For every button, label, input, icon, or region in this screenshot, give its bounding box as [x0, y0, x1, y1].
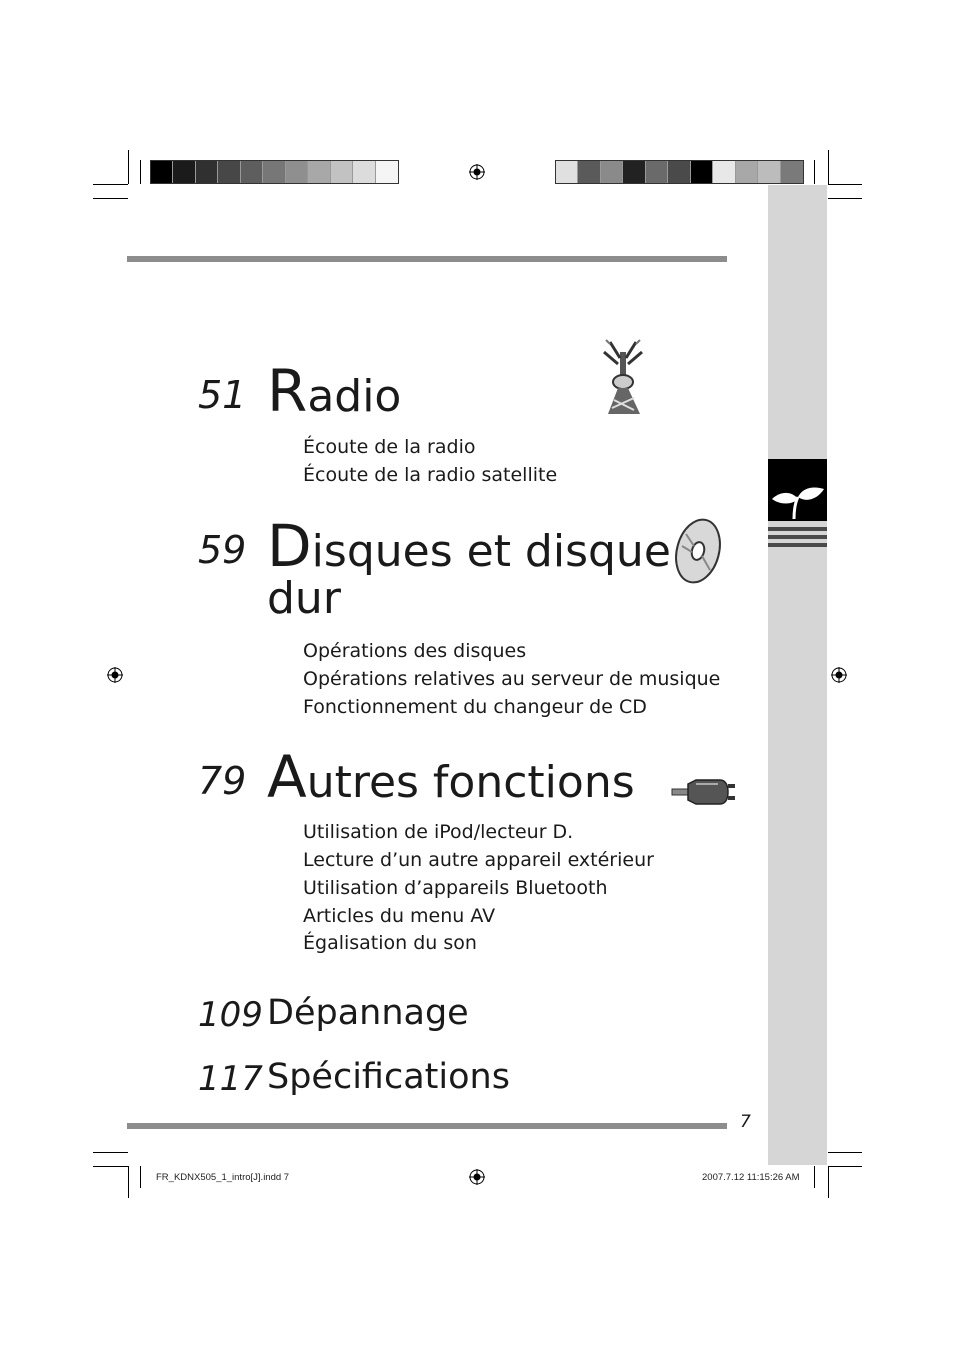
color-swatch: [691, 161, 713, 183]
crop-mark: [93, 184, 128, 185]
section-title-initial: R: [267, 357, 308, 425]
disc-icon: [672, 516, 724, 586]
color-swatch: [668, 161, 690, 183]
color-swatch: [781, 161, 803, 183]
section-title-initial: A: [267, 743, 307, 811]
section-page-number: 109: [198, 995, 263, 1035]
section-item[interactable]: Écoute de la radio satellite: [303, 464, 558, 486]
timestamp-slug: 2007.7.12 11:15:26 AM: [702, 1172, 800, 1183]
registration-mark-icon: [831, 667, 847, 683]
top-rule: [127, 256, 727, 262]
crop-mark: [128, 150, 129, 184]
crop-mark: [93, 1152, 128, 1153]
section-item[interactable]: Égalisation du son: [303, 932, 477, 954]
crop-mark: [814, 160, 815, 184]
color-swatch: [758, 161, 780, 183]
registration-mark-icon: [107, 667, 123, 683]
color-swatch: [286, 161, 308, 183]
color-swatch: [218, 161, 240, 183]
crop-mark: [828, 150, 829, 184]
color-bar-right: [555, 160, 804, 184]
color-swatch: [353, 161, 375, 183]
color-swatch: [263, 161, 285, 183]
color-swatch: [556, 161, 578, 183]
section-title: [267, 357, 402, 425]
color-swatch: [196, 161, 218, 183]
section-page-number: 79: [198, 759, 247, 803]
tab-stripe: [768, 535, 827, 539]
section-title-line2: dur: [267, 573, 341, 624]
radio-tower-icon: [600, 338, 648, 416]
section-item[interactable]: Opérations relatives au serveur de musique: [303, 668, 721, 690]
section-page-number: 51: [198, 373, 247, 417]
crop-mark: [814, 1166, 815, 1188]
tab-stripe: [768, 527, 827, 531]
color-swatch: [578, 161, 600, 183]
color-swatch: [173, 161, 195, 183]
color-swatch: [151, 161, 173, 183]
section-item[interactable]: Écoute de la radio: [303, 436, 476, 458]
color-swatch: [241, 161, 263, 183]
section-title-initial: D: [267, 512, 312, 580]
bottom-rule: [127, 1123, 727, 1129]
crop-mark: [140, 1166, 141, 1188]
color-swatch: [308, 161, 330, 183]
color-swatch: [601, 161, 623, 183]
section-title: [267, 743, 635, 811]
page-number: 7: [740, 1112, 751, 1132]
color-swatch: [623, 161, 645, 183]
crop-mark: [128, 1166, 129, 1198]
section-item[interactable]: Utilisation d’appareils Bluetooth: [303, 877, 608, 899]
crop-mark: [828, 1152, 862, 1153]
section-item[interactable]: Articles du menu AV: [303, 905, 496, 927]
section-title-rest: isques et disque: [311, 526, 671, 577]
crop-mark: [828, 198, 862, 199]
section-title: [267, 512, 671, 580]
file-slug: FR_KDNX505_1_intro[J].indd 7: [156, 1172, 290, 1183]
crop-mark: [828, 1166, 862, 1167]
section-title-rest: adio: [307, 371, 402, 422]
section-item[interactable]: Fonctionnement du changeur de CD: [303, 696, 647, 718]
section-title-rest: utres fonctions: [306, 757, 635, 808]
registration-mark-icon: [469, 1169, 485, 1185]
color-swatch: [646, 161, 668, 183]
tab-stripe: [768, 543, 827, 547]
color-swatch: [736, 161, 758, 183]
chapter-side-tab: [768, 185, 827, 1165]
sprout-icon: [768, 459, 827, 521]
crop-mark: [828, 184, 862, 185]
color-bar-left: [150, 160, 399, 184]
registration-mark-icon: [469, 164, 485, 180]
crop-mark: [93, 1166, 128, 1167]
crop-mark: [93, 198, 128, 199]
section-title[interactable]: Spécifications: [267, 1057, 510, 1097]
section-item[interactable]: Lecture d’un autre appareil extérieur: [303, 849, 654, 871]
color-swatch: [713, 161, 735, 183]
crop-mark: [828, 1166, 829, 1198]
section-title[interactable]: Dépannage: [267, 993, 469, 1033]
section-item[interactable]: Opérations des disques: [303, 640, 527, 662]
crop-mark: [140, 160, 141, 184]
color-swatch: [376, 161, 398, 183]
section-item[interactable]: Utilisation de iPod/lecteur D.: [303, 821, 574, 843]
section-page-number: 59: [198, 528, 247, 572]
chapter-tab-marker: [768, 459, 827, 521]
plug-icon: [670, 776, 736, 808]
section-page-number: 117: [198, 1059, 263, 1099]
color-swatch: [331, 161, 353, 183]
